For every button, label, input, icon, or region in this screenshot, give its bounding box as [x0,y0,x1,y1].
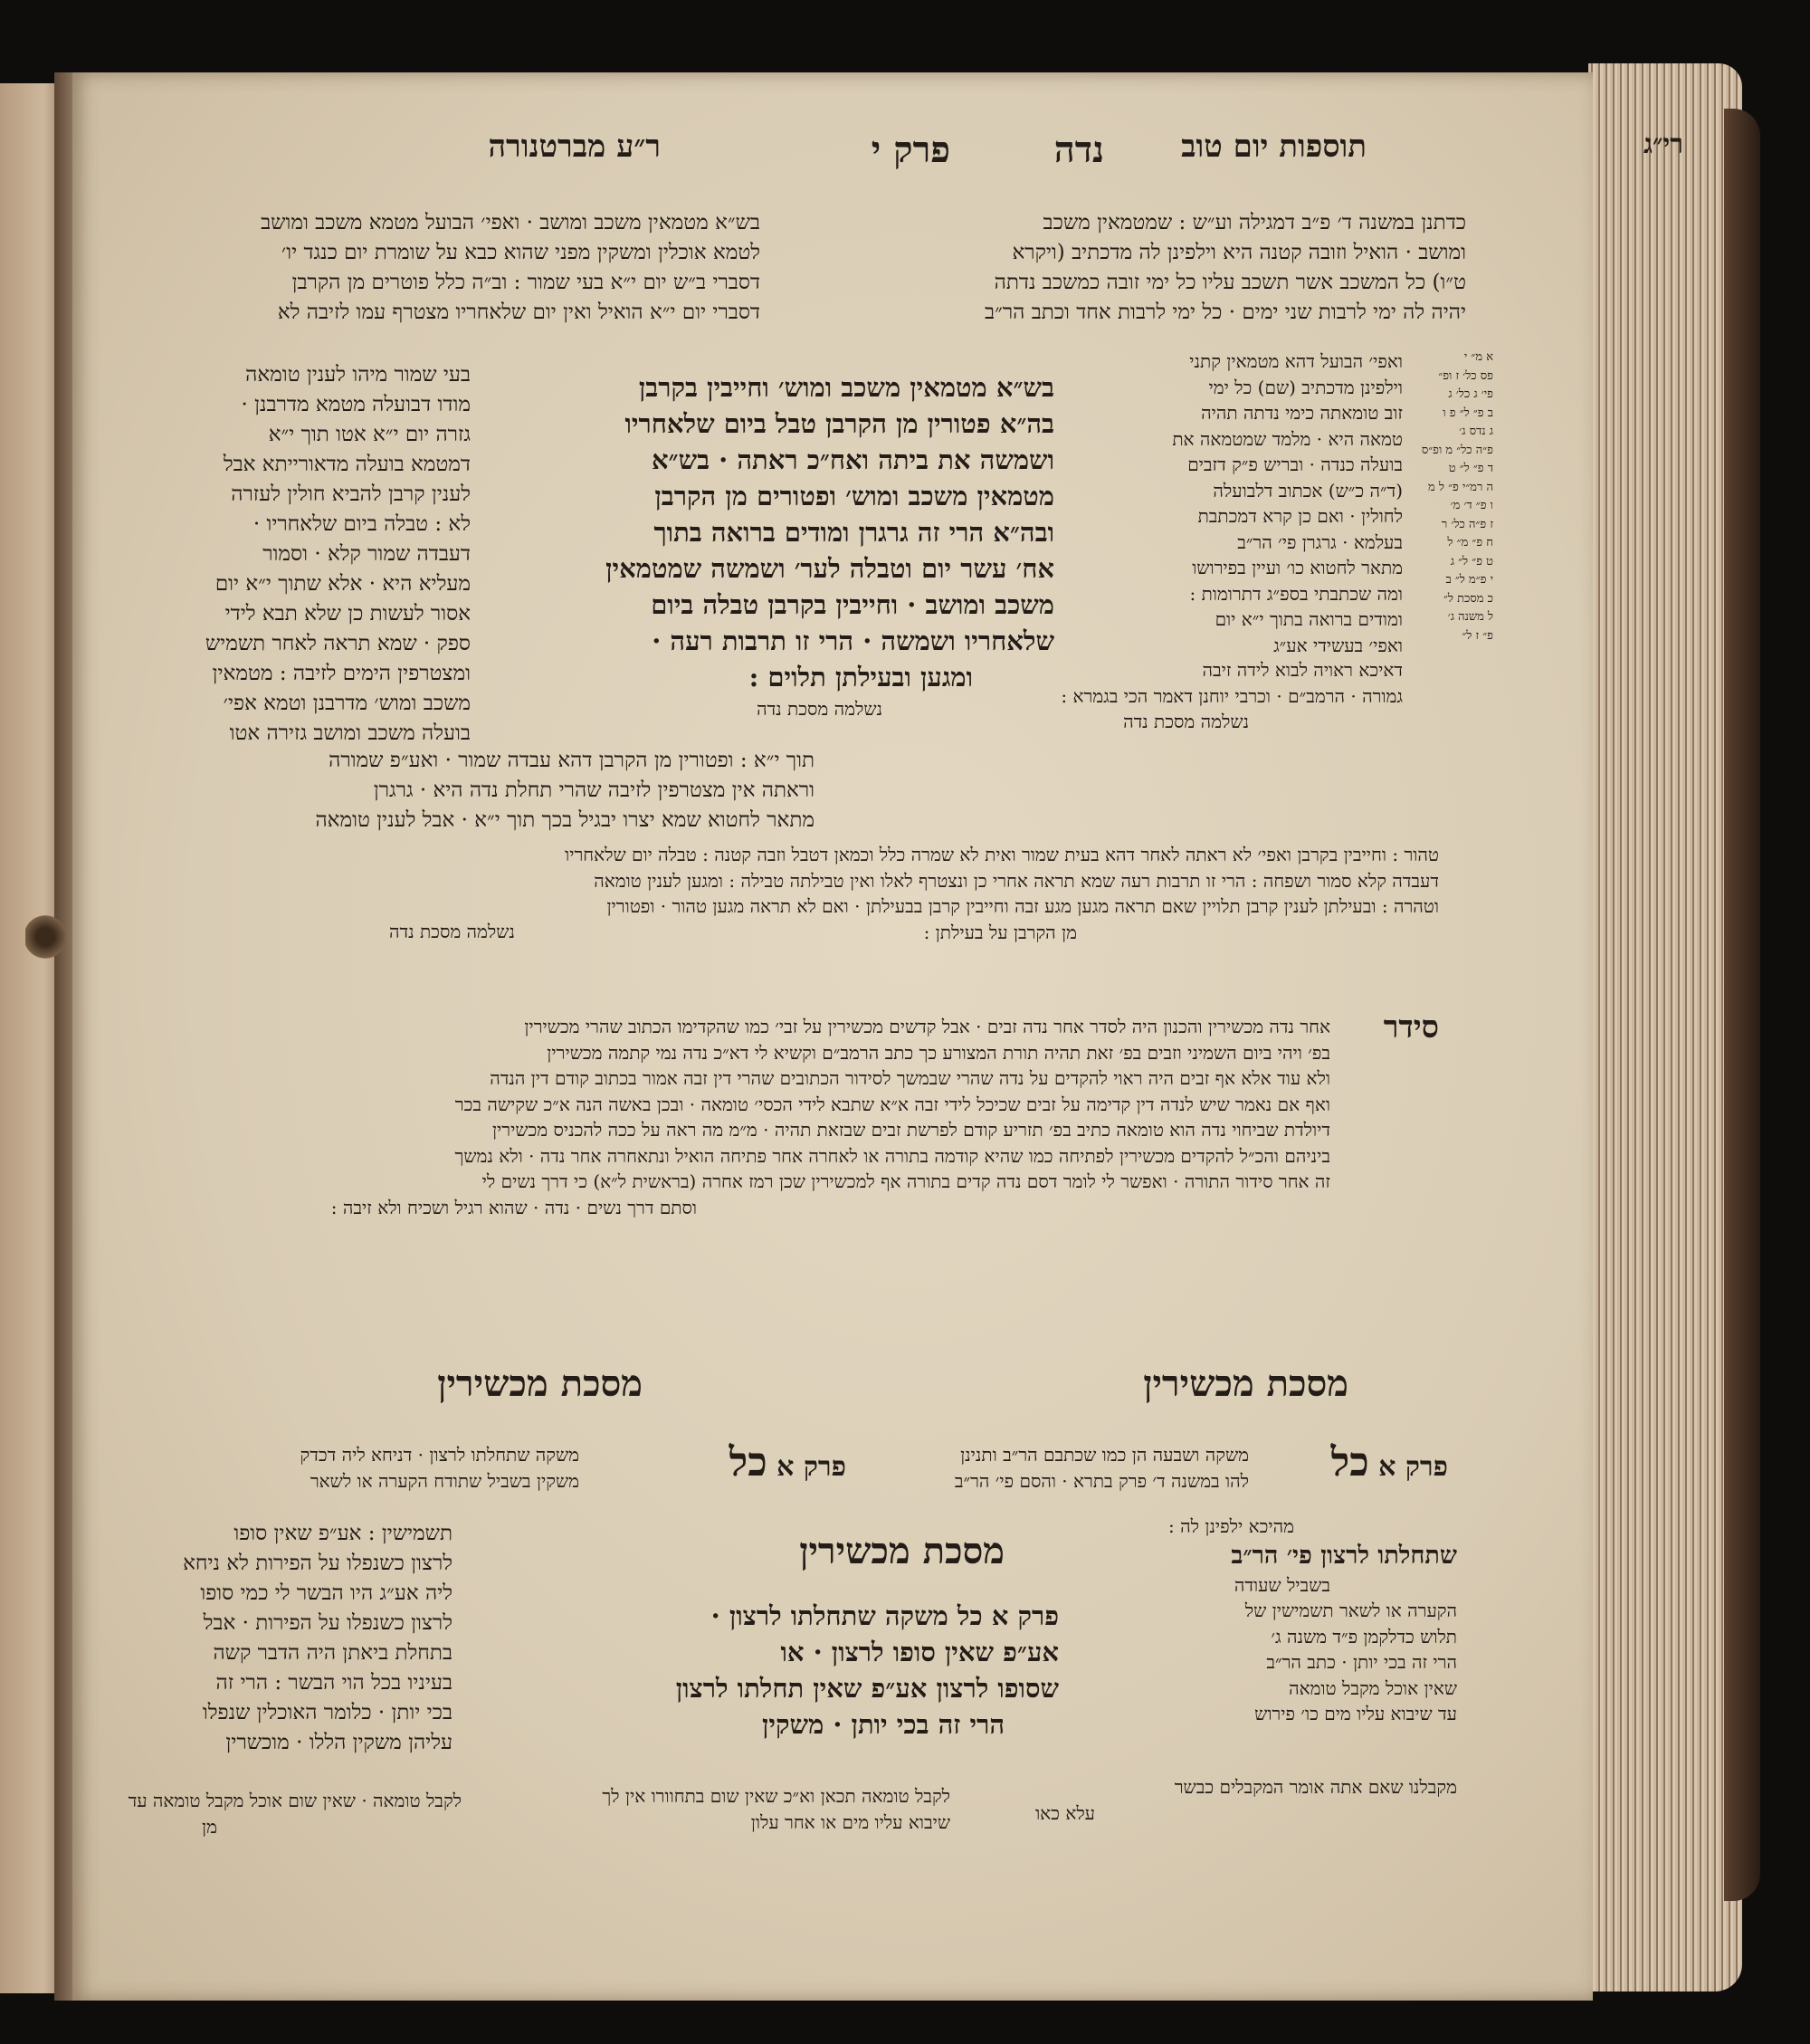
bartenura-line: מעליא היא · אלא שתוך י״א יום [214,572,471,596]
page-edges [1588,63,1742,1991]
bartenura-machshirin-line: לקבל טומאה · שאין שום אוכל מקבל טומאה עד [128,1790,462,1811]
mishnah-line: בש״א מטמאין משכב ומוש׳ וחייבין בקרבן [638,372,1054,403]
bartenura-machshirin-line: עליהן משקין הללו · מוכשרין [225,1731,452,1754]
seder-line: אחר נדה מכשירין והכנון היה לסדר אחר נדה זבים · אבל קדשים מכשירין על זבי׳ כמו שהקדימו הכתוב שהרי מכשירין [524,1016,1330,1037]
tyt-line: לחולין · ואם כן קרא דמכתבת [1197,505,1403,527]
tyt-line: בעלמא · גרגרן פי׳ הר״ב [1237,530,1403,553]
seder-line: דיולדת שביחוי נדה הוא טומאה כתיב בפ׳ תזריע קודם לפרשת זבים שבזאת תהיה · מ״מ מה ראה על ככה להכניס מכשירין [491,1119,1330,1141]
mishnah-end-note: נשלמה מסכת נדה [757,698,882,720]
seder-line: ולא עוד אלא אף זבים היה ראוי להקדים על נדה שהרי שבמשך לסידור הכתובים שהרי דין זבה אמור בכתוב קודם דין הנדה [490,1067,1330,1089]
margin-ref: ז פ״ה כל׳ ר [1441,517,1493,531]
margin-ref: ו פ״ ד׳ מ׳ [1450,499,1493,512]
mishnah-line: מטמאין משכב ומוש׳ ופטורים מן הקרבן [654,481,1054,511]
bartenura-full-line: טהור : וחייבין בקרבן ואפי׳ לא ראתה לאחר דהא בעית שמור ואית לא שמרה כלל וכמאן דטבל וזבה קטנה : טבלה יום שלאחריו [565,844,1439,865]
bartenura-line: בועלה משכב ומושב גזירה אטו [229,721,471,745]
bartenura-top-line: בש״א מטמאין משכב ומושב · ואפי׳ הבועל מטמא משכב ומושב [261,211,760,234]
bartenura-end-note: נשלמה מסכת נדה [389,921,515,942]
mishnah-line: ושמשה את ביתה ואח״כ ראתה · בש״א [651,444,1054,475]
tyt-machshirin-line: בשביל שעודה [1234,1573,1330,1596]
mishnah-line: ובה״א הרי זה גרגרן ומודים ברואה בתוך [653,517,1054,548]
bartenura-line: גזרה יום י״א אטו תוך י״א [268,423,471,446]
tyt-line: דאיכא ראויה לבוא לידה זיבה [1202,659,1403,681]
bartenura-line: וראתה אין מצטרפין לזיבה שהרי תחלת נדה היא · גרגרן [373,778,814,802]
bartenura-top-block [109,208,760,328]
margin-ref: פ״ה כל״ מ ופ״ס [1421,443,1493,457]
bartenura-machshirin-line: מן [202,1815,217,1838]
margin-ref: פ״ ז ל״ [1462,628,1493,643]
book-page [72,72,1683,2001]
header-bartenura: ר״ע מברטנורה [488,129,661,165]
bartenura-machshirin-line: ליה אע״ג היו הבשר לי כמי סופו [200,1581,452,1605]
bartenura-machshirin-line: בתחלת ביאתן היה הדבר קשה [213,1641,452,1665]
bartenura-line: בעי שמור מיהו לענין טומאה [245,363,471,387]
tyt-top-line: ומושב · הואיל וזובה קטנה היא וילפינן לה מדכתיב (ויקרא [1012,241,1466,264]
tyt-line: טמאה היא · מלמד שמטמאה את [1172,427,1403,450]
bartenura-full-line: דעבדה קלא סמור ושפחה : הרי זו תרבות רעה שמא תראה אחרי כן ונצטרף לאלו ואין טבילתה טבילה : ומגען לענין טומאה [594,869,1439,892]
mishnah-machshirin-tail [471,1783,950,1835]
tyt-machshirin-tail [914,1774,1457,1826]
tyt-line: זוב טומאתה כימי נדתה תהיה [1201,402,1403,424]
tyt-machshirin-line: עד שיבוא עליו מים כו׳ פירוש [1254,1703,1457,1724]
tyt-column [1050,349,1403,658]
mishnah-machshirin-line: פרק א כל משקה שתחלתו לרצון · [710,1600,1059,1631]
tyt-machshirin-line: הקערה או לשאר תשמישין של [1244,1600,1457,1621]
mishnah-machshirin-line: הרי זה בכי יותן · משקין [762,1709,1005,1740]
bartenura-full-line: מן הקרבן על בעילתן : [923,921,1077,943]
mishnah-tractate-title: מסכת מכשירין [799,1530,1005,1572]
tyt-tractate-title: מסכת מכשירין [1143,1362,1348,1405]
bartenura-line: לא : טבלה ביום שלאחריו · [252,512,471,536]
folio-number: רי״ג [1643,129,1683,160]
tyt-machshirin-line: מקבלנו שאם אתה אומר המקבלים כבשר [1174,1776,1457,1798]
margin-ref: פס כל׳ ז ופ״ [1438,368,1493,383]
tyt-machshirin-line: להו במשנה ד׳ פרק בתרא · והסם פי׳ הר״ב [954,1469,1249,1492]
tyt-top-line: ט״ו) כל המשכב אשר תשכב עליו כל ימי זובה כמשכב נדתה [994,271,1466,294]
tyt-machshirin-line: שאין אוכל מקבל טומאה [1289,1676,1457,1699]
tyt-line: בועלה כנדה · ובריש פ״ק דזבים [1187,454,1403,475]
bartenura-tractate-title: מסכת מכשירין [437,1362,643,1405]
tyt-line: ומה שכתבתי בספ״ג דתרומות : [1189,582,1403,605]
kol-initial: כל [1330,1439,1369,1485]
mishnah-machshirin-line: אע״פ שאין סופו לרצון · או [780,1637,1059,1667]
seder-line: וסתם דרך נשים · נדה · שהוא רגיל ושכיח ולא זיבה : [330,1196,697,1218]
bartenura-machshirin-line: בעיניו בכל הוי הבשר : הרי זה [215,1671,452,1695]
bartenura-machshirin-line: תשמישין : אע״פ שאין סופו [233,1522,452,1545]
bartenura-line: ספק · שמא תראה לאחר תשמיש [205,632,471,655]
bartenura-machshirin-tail [127,1788,462,1839]
bartenura-machshirin-line: משקה שתחלתו לרצון · דניחא ליה דכדק [300,1444,579,1466]
perek-label: פרק א [1378,1451,1448,1483]
bartenura-line: דמטמא בועלה מדאורייתא אבל [223,453,471,476]
tyt-machshirin-line: עלא כאו [1035,1801,1095,1824]
mishnah-machshirin-block [471,1598,1059,1743]
kol-initial: כל [729,1439,767,1485]
bartenura-machshirin-line: לרצון כשנפלו על הפירות · אבל [203,1611,452,1635]
bartenura-continuation [109,746,814,836]
bartenura-line: מודו דבועלה מטמא מדרבנן · [241,393,471,416]
bartenura-line: משכב ומוש׳ מדרבנן וטמא אפי׳ [223,692,471,715]
bartenura-line: תוך י״א : ופטורין מן הקרבן דהא עבדה שמור · ואע״פ שמורה [329,749,814,772]
tyt-line: ומודים ברואה בתוך י״א יום [1215,608,1403,630]
tyt-machshirin-line: תלוש כדלקמן פ״ד משנה ג׳ [1271,1625,1457,1648]
perek-label: פרק א [776,1451,846,1483]
mishnah-line: בה״א פטורין מן הקרבן טבל ביום שלאחריו [624,408,1054,439]
tyt-line: ואפי׳ בעשידי אע״ג [1273,634,1403,656]
margin-ref: ט פ״ ל״ ג [1450,554,1493,568]
bartenura-machshirin-column [127,1519,452,1758]
tyt-line: (ד״ה כ״ש) אכתוב דלבועלה [1213,479,1403,501]
mishnah-line: שלאחריו ושמשה · הרי זו תרבות רעה · [652,626,1054,656]
tyt-machshirin-line: שתחלתו לרצון פי׳ הר״ב [1231,1541,1457,1570]
margin-ref: כ מסכת ל״ [1443,591,1493,606]
tyt-top-line: יהיה לה ימי לרבות שני ימים · כל ימי לרבות אחד וכתב הר״ב [985,301,1466,324]
mishnah-line: אח׳ עשר יום וטבלה לער׳ ושמשה שמטמאין [605,553,1054,584]
tyt-machshirin-line: משקה ושבעה הן כמו שכתבם הר״ב ותנינן [960,1444,1249,1466]
tyt-line: גמורה · הרמב״ם · וכרבי יוחנן דאמר הכי בגמרא : [1061,684,1403,707]
bartenura-line: דעבדה שמור קלא · וסמור [262,542,471,566]
seder-label: סידר [1383,1009,1439,1046]
running-head [290,129,1683,192]
cover-edge [1724,109,1760,1901]
seder-line: ביניהם והכ״ל להקדים מכשירין לפתיחה כמו שהיא קודמה בתורה או לאחרה אחר פתיחה הואיל ונתאחרה אחר נדה · ולא נמשך [454,1144,1330,1167]
mishnah-block [475,369,1054,722]
bartenura-line: לענין קרבן להביא חולין לעזרה [231,482,471,506]
tyt-machshirin-line: הרי זה בכי יותן · כתב הר״ב [1266,1651,1457,1673]
margin-ref: ד פ״ ל״ ט [1448,462,1493,475]
margin-references [1403,349,1493,645]
tyt-line: מתאר לחטוא כו׳ ועיין בפירושו [1192,557,1403,578]
header-masechet: נדה [1053,129,1104,171]
tyt-line: ואפי׳ הבועל דהא מטמאין קתני [1189,350,1403,372]
margin-ref: ב פ״ ל״ פ ו [1443,406,1493,420]
bartenura-machshirin-line: בכי יותן · כלומר האוכלין שנפלו [202,1701,452,1724]
tyt-perek-heading [1258,1439,1448,1485]
bartenura-column [109,360,471,749]
mishnah-line: ומגען ובעילתן תלוים : [748,662,973,692]
seder-block [127,1014,1330,1220]
bartenura-top-line: דסברי יום י״א הואיל ואין יום שלאחריו מצטרף עמו לזיבה לא [277,301,760,324]
header-tosafot: תוספות יום טוב [1181,129,1367,165]
header-perek: פרק י [871,129,950,171]
margin-ref: פי׳ ג כל׳ ג [1448,387,1493,401]
mishnah-machshirin-line: שסופו לרצון אע״פ שאין תחלתו לרצון [675,1673,1059,1704]
margin-ref: ל משנה ג׳ [1447,610,1493,624]
bartenura-line: מתאר לחטוא שמא יצרו יבגיל בכך תוך י״א · אבל לענין טומאה [315,808,814,832]
margin-ref: א מ״ י [1463,350,1493,364]
seder-line: בפ׳ ויהי ביום השמיני וזבים בפ׳ זאת תהיה תורת המצורע כך כתב הרמב״ם וקשיא לי דא״כ נדה נמי קתמה מכשירין [547,1041,1330,1064]
bartenura-top-line: דסברי ב״ש יום י״א בעי שמור : וב״ה כלל פוטרים מן הקרבן [291,271,760,294]
tyt-end-note: נשלמה מסכת נדה [1123,711,1249,732]
bartenura-full-block [109,842,1439,945]
bartenura-line: אסור לעשות כן שלא תבא לידי [224,602,471,626]
tyt-machshirin-line: מהיכא ילפינן לה : [1168,1515,1294,1537]
bartenura-machshirin-line: לרצון כשנפלו על הפירות לא ניחא [183,1552,452,1575]
margin-ref: ג נדס ג׳ [1459,425,1493,438]
tyt-machshirin-column [1059,1514,1457,1727]
margin-ref: י פ״מ ל״ ב [1445,573,1493,587]
tyt-line: וילפינן מדכתיב (שם) כל ימי [1208,376,1403,398]
mishnah-machshirin-tail-line: שיבוא עליו מים או אחר עלון [750,1810,950,1833]
bartenura-machshirin-line: משקין בשביל שתודח הקערה או לשאר [310,1469,579,1492]
binding-hole [25,914,65,960]
tyt-top-line: כדתנן במשנה ד׳ פ״ב דמגילה וע״ש : שמטמאין משכב [1043,211,1466,234]
bartenura-machshirin-block [127,1442,579,1494]
margin-ref: ח פ״ מ״ ל [1447,536,1493,549]
mishnah-machshirin-tail-line: לקבל טומאה תכאן וא״כ שאין שום בתחוורו אין לך [602,1785,950,1807]
bartenura-line: ומצטרפין הימים לזיבה : מטמאין [212,662,471,685]
seder-line: זה אחר סידור התורה · ואפשר לי לומר דסם נדה קדים בתורה אף למכשירין שכן רמז אחרה (בראשית ל״א) כי דרך נשים לי [481,1170,1330,1192]
tyt-machshirin-block [787,1442,1249,1494]
mishnah-line: משכב ומושב · וחייבין בקרבן טבלה ביום [651,589,1054,620]
bartenura-top-line: לטמא אוכלין ומשקין מפני שהוא כבא על שומרת יום כנגד יו׳ [281,241,760,264]
tyt-top-block [778,208,1466,328]
seder-line: ואף אם נאמר שיש לנדה דין קדימה על זבים שכיכל לידי זבה א״א שתבא לידי הכסי׳ טומאה · ובכן באשה הנה א״כ שקישה בכר [454,1093,1330,1115]
margin-ref: ה רמ״י פ״ ל מ [1428,480,1493,494]
bartenura-full-line: וטהרה : ובעילתן לענין קרבן תלויין שאם תראה מגען מגע זבה וחייבין קרבן בבעילתן · ואם לא תראה מגען טהור · ופטורין [606,895,1439,917]
